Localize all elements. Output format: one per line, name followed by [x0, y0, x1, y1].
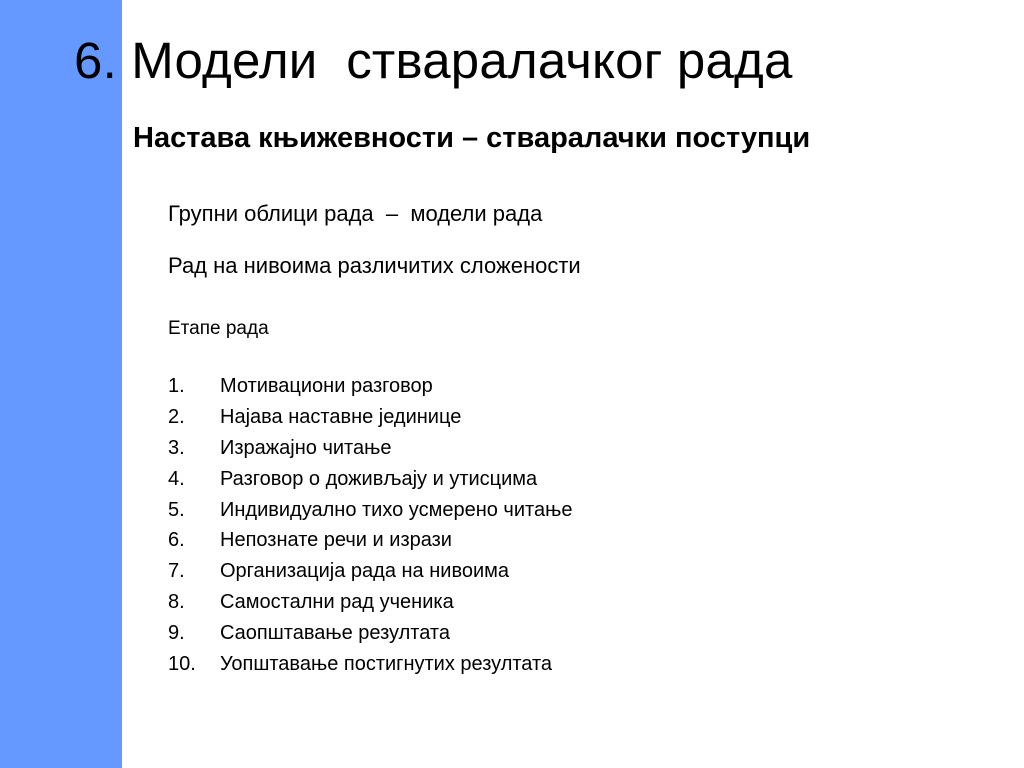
stage-text: Самостални рад ученика: [220, 590, 454, 613]
stage-item: [168, 617, 572, 648]
accent-side-bar: [0, 0, 122, 768]
slide-title: 6. Модели стваралачког рада: [74, 32, 793, 89]
stage-number: 2.: [168, 406, 185, 429]
stage-item: [168, 433, 572, 464]
stage-text: Мотивациони разговор: [220, 375, 433, 398]
stage-text: Изражајно читање: [220, 436, 392, 459]
stage-item: [168, 371, 572, 402]
stage-item: [168, 402, 572, 433]
stage-item: [168, 648, 572, 679]
levels-work-line: Рад на нивоима различитих сложености: [168, 253, 581, 278]
stage-text: Непознате речи и изрази: [220, 529, 452, 552]
stage-item: [168, 463, 572, 494]
stages-heading: Етапе рада: [168, 318, 269, 339]
stage-text: Разговор о доживљају и утисцима: [220, 467, 538, 490]
slide-subtitle: Настава књижевности – стваралачки поступци: [133, 122, 811, 154]
stage-number: 3.: [168, 436, 185, 459]
group-work-line: Групни облици рада – модели рада: [168, 201, 543, 226]
stage-number: 10.: [168, 652, 196, 675]
stage-item: [168, 587, 572, 618]
stage-text: Најава наставне јединице: [220, 406, 462, 429]
stage-text: Индивидуално тихо усмерено читање: [220, 498, 573, 521]
stage-number: 5.: [168, 498, 185, 521]
stages-list: [168, 371, 572, 679]
stage-number: 8.: [168, 590, 185, 613]
stage-text: Организација рада на нивоима: [220, 560, 510, 583]
stage-item: [168, 494, 572, 525]
stage-item: [168, 556, 572, 587]
stage-number: 4.: [168, 467, 185, 490]
stage-text: Уопштавање постигнутих резултата: [220, 652, 553, 675]
stage-text: Саопштавање резултата: [220, 621, 450, 644]
stage-item: [168, 525, 572, 556]
stage-number: 6.: [168, 529, 185, 552]
stage-number: 9.: [168, 621, 185, 644]
stage-number: 1.: [168, 375, 185, 398]
stage-number: 7.: [168, 560, 185, 583]
